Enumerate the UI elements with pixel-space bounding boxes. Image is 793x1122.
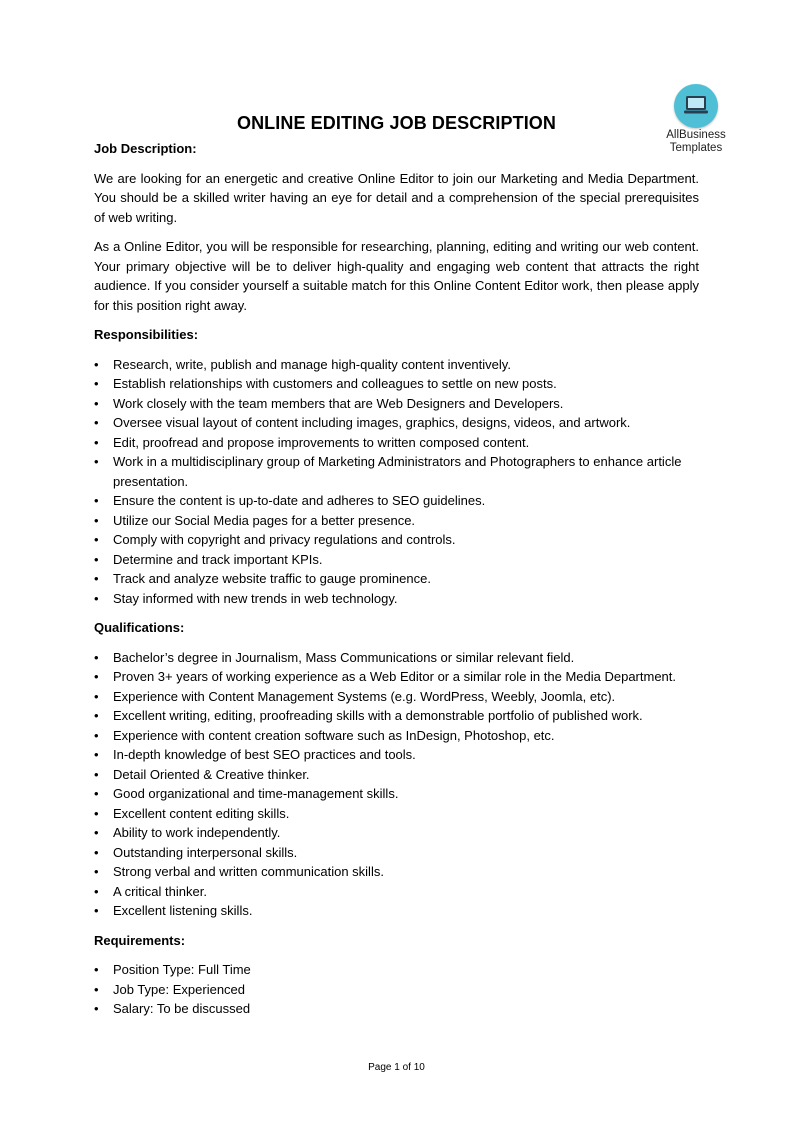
job-description-heading: Job Description: bbox=[94, 141, 197, 156]
qualifications-list bbox=[94, 648, 699, 921]
list-item: • Salary: To be discussed bbox=[94, 999, 699, 1019]
list-item: • A critical thinker. bbox=[94, 882, 699, 902]
list-item: • Bachelor’s degree in Journalism, Mass Communications or similar relevant field. bbox=[94, 648, 699, 668]
list-item: • Determine and track important KPIs. bbox=[94, 550, 699, 570]
list-item: • Experience with content creation software such as InDesign, Photoshop, etc. bbox=[94, 726, 699, 746]
responsibilities-heading: Responsibilities: bbox=[94, 327, 199, 342]
list-item: • Edit, proofread and propose improvements to written composed content. bbox=[94, 433, 699, 453]
page-footer: Page 1 of 10 bbox=[368, 1062, 425, 1073]
list-item: • Proven 3+ years of working experience as a Web Editor or a similar role in the Media Department. bbox=[94, 667, 699, 687]
list-item: • Track and analyze website traffic to gauge prominence. bbox=[94, 569, 699, 589]
list-item: • Outstanding interpersonal skills. bbox=[94, 843, 699, 863]
list-item: • Oversee visual layout of content including images, graphics, designs, videos, and artwork. bbox=[94, 413, 699, 433]
list-item: • In-depth knowledge of best SEO practices and tools. bbox=[94, 745, 699, 765]
requirements-heading: Requirements: bbox=[94, 932, 186, 948]
intro-paragraph: We are looking for an energetic and creative Online Editor to join our Marketing and Media Department. You should be a skilled writer having an eye for detail and a comprehension of the special prerequisites of web writing. bbox=[94, 170, 699, 225]
page-title: ONLINE EDITING JOB DESCRIPTION bbox=[236, 113, 557, 133]
list-item: • Ability to work independently. bbox=[94, 823, 699, 843]
role-paragraph: As a Online Editor, you will be responsible for researching, planning, editing and writing our web content. Your primary objective will be to deliver high-quality and engaging web content that attracts the right audience. If you consider yourself a suitable match for this Online Content Editor work, then please apply for this position right away. bbox=[94, 239, 699, 313]
requirements-list bbox=[94, 960, 699, 1019]
list-item: • Establish relationships with customers and colleagues to settle on new posts. bbox=[94, 374, 699, 394]
list-item: • Work in a multidisciplinary group of Marketing Administrators and Photographers to enhance article presentation. bbox=[94, 452, 699, 491]
list-item: • Stay informed with new trends in web technology. bbox=[94, 589, 699, 609]
list-item: • Ensure the content is up-to-date and adheres to SEO guidelines. bbox=[94, 491, 699, 511]
list-item: • Good organizational and time-management skills. bbox=[94, 784, 699, 804]
list-item: • Excellent content editing skills. bbox=[94, 804, 699, 824]
qualifications-heading: Qualifications: bbox=[94, 620, 185, 635]
list-item: • Position Type: Full Time bbox=[94, 960, 699, 980]
list-item: • Comply with copyright and privacy regulations and controls. bbox=[94, 530, 699, 550]
logo-line-2: Templates bbox=[669, 141, 723, 154]
list-item: • Detail Oriented & Creative thinker. bbox=[94, 765, 699, 785]
list-item: • Utilize our Social Media pages for a better presence. bbox=[94, 511, 699, 531]
list-item: • Job Type: Experienced bbox=[94, 980, 699, 1000]
list-item: • Research, write, publish and manage high-quality content inventively. bbox=[94, 355, 699, 375]
list-item: • Excellent listening skills. bbox=[94, 901, 699, 921]
list-item: • Strong verbal and written communication skills. bbox=[94, 862, 699, 882]
document-body bbox=[94, 139, 699, 1019]
logo-line-1: AllBusiness bbox=[666, 129, 726, 141]
list-item: • Experience with Content Management Systems (e.g. WordPress, Weebly, Joomla, etc). bbox=[94, 687, 699, 707]
responsibilities-list bbox=[94, 355, 699, 609]
list-item: • Work closely with the team members that are Web Designers and Developers. bbox=[94, 394, 699, 414]
list-item: • Excellent writing, editing, proofreading skills with a demonstrable portfolio of published work. bbox=[94, 706, 699, 726]
